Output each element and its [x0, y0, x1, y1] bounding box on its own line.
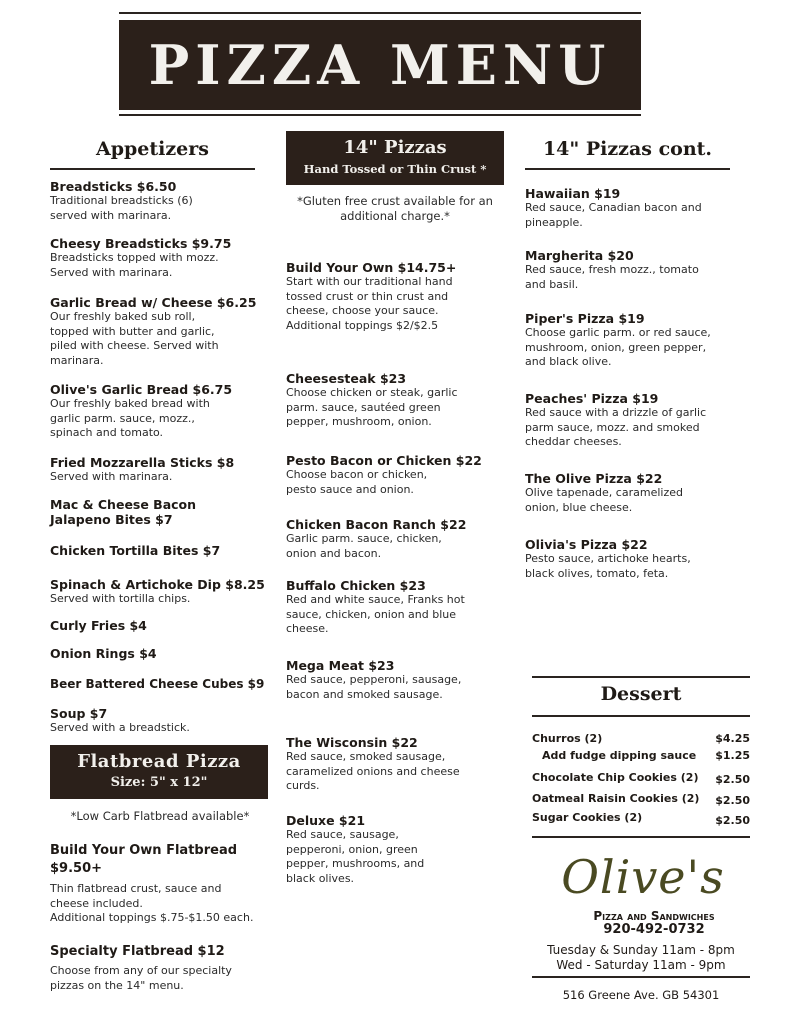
flatbread-header-box — [50, 745, 268, 799]
address: 516 Greene Ave. GB 54301 — [562, 988, 720, 1002]
item-name: Soup $7 — [50, 706, 108, 721]
dessert-end-rule — [532, 836, 750, 838]
item-name: Cheesy Breadsticks $9.75 — [50, 236, 232, 251]
pizzas-subheading: Hand Tossed or Thin Crust * — [303, 162, 487, 176]
item-name: Mega Meat $23 — [286, 658, 395, 673]
item-desc: Choose chicken or steak, garlic parm. sauce, sautéed green pepper, mushroom, onion. — [286, 386, 458, 428]
item-desc: Start with our traditional hand tossed crust or thin crust and cheese, choose your sauce. Additional toppings $2/$2.5 — [286, 275, 453, 332]
appetizer-item — [50, 179, 288, 223]
pizzas-header-box — [286, 131, 504, 185]
appetizer-item — [50, 382, 288, 441]
dessert-top-rule — [532, 676, 750, 678]
footer-rule — [532, 976, 750, 978]
dessert-item-price: $2.50 — [715, 773, 750, 786]
item-desc: Traditional breadsticks (6) served with marinara. — [50, 194, 193, 222]
pizza-item — [525, 186, 725, 230]
item-desc: Our freshly baked sub roll, topped with butter and garlic, piled with cheese. Served with marinara. — [50, 310, 219, 367]
item-desc: Served with tortilla chips. — [50, 592, 191, 605]
item-name: Buffalo Chicken $23 — [286, 578, 426, 593]
appetizer-item — [50, 236, 288, 280]
dessert-item-price: $2.50 — [715, 814, 750, 827]
item-name: Olivia's Pizza $22 — [525, 537, 648, 552]
item-name: Onion Rings $4 — [50, 646, 157, 661]
pizza-item — [286, 578, 486, 637]
appetizers-rule — [50, 168, 255, 170]
pizza-item — [286, 371, 486, 430]
item-desc: Served with a breadstick. — [50, 721, 190, 734]
pizza-item — [525, 248, 725, 292]
page-title: PIZZA MENU — [148, 33, 612, 97]
item-name: Breadsticks $6.50 — [50, 179, 177, 194]
pizza-item — [286, 517, 506, 561]
pizzas-cont-rule — [525, 168, 730, 170]
item-name: Fried Mozzarella Sticks $8 — [50, 455, 235, 470]
item-desc: Choose from any of our specialty pizzas on the 14" menu. — [50, 964, 232, 992]
item-name: Margherita $20 — [525, 248, 634, 263]
dessert-item-price: $2.50 — [715, 794, 750, 807]
item-desc: Our freshly baked bread with garlic parm. sauce, mozz., spinach and tomato. — [50, 397, 210, 439]
item-desc: Thin flatbread crust, sauce and cheese included. — [50, 882, 222, 910]
appetizers-heading: Appetizers — [96, 138, 209, 160]
pizza-item — [525, 391, 725, 450]
item-desc: Red sauce, sausage, pepperoni, onion, green pepper, mushrooms, and black olives. — [286, 828, 425, 885]
appetizer-item — [50, 577, 288, 607]
appetizer-item — [50, 646, 288, 661]
appetizer-item — [50, 497, 220, 527]
item-name: Olive's Garlic Bread $6.75 — [50, 382, 233, 397]
item-name: Curly Fries $4 — [50, 618, 147, 633]
pizzas-cont-heading: 14" Pizzas cont. — [542, 138, 713, 160]
pizza-item — [286, 658, 486, 702]
item-price: $9.50+ — [50, 861, 103, 876]
item-desc: Red sauce, Canadian bacon and pineapple. — [525, 201, 702, 229]
dessert-item-price: $1.25 — [715, 749, 750, 762]
item-desc-extra: Additional toppings $.75-$1.50 each. — [50, 911, 254, 924]
item-desc: Choose garlic parm. or red sauce, mushroom, onion, green pepper, and black olive. — [525, 326, 711, 368]
item-name: Cheesesteak $23 — [286, 371, 407, 386]
item-desc: Olive tapenade, caramelized onion, blue cheese. — [525, 486, 683, 514]
appetizer-item — [50, 295, 288, 368]
item-name: Build Your Own $14.75+ — [286, 260, 457, 275]
dessert-item-name: Add fudge dipping sauce — [542, 749, 697, 762]
item-name: Peaches' Pizza $19 — [525, 391, 659, 406]
flatbread-item — [50, 842, 282, 926]
item-name: Specialty Flatbread $12 — [50, 944, 225, 959]
pizza-item — [286, 813, 486, 886]
dessert-bottom-rule — [532, 715, 750, 717]
item-name: Chicken Tortilla Bites $7 — [50, 543, 221, 558]
appetizer-item — [50, 455, 288, 485]
appetizer-item — [50, 618, 288, 633]
flatbread-note: *Low Carb Flatbread available* — [70, 809, 250, 823]
flatbread-size: Size: 5" x 12" — [110, 775, 208, 790]
header-banner — [119, 20, 641, 110]
item-desc: Red sauce with a drizzle of garlic parm sauce, mozz. and smoked cheddar cheeses. — [525, 406, 707, 448]
item-name: Pesto Bacon or Chicken $22 — [286, 453, 482, 468]
item-name: Build Your Own Flatbread — [50, 843, 238, 858]
item-name: The Olive Pizza $22 — [525, 471, 663, 486]
appetizer-item — [50, 543, 288, 558]
item-desc: Red sauce, fresh mozz., tomato and basil. — [525, 263, 699, 291]
dessert-heading: Dessert — [600, 683, 682, 705]
pizza-item — [286, 260, 476, 333]
item-desc: Choose bacon or chicken, pesto sauce and onion. — [286, 468, 428, 496]
olives-logo: Olive's — [561, 850, 725, 904]
item-desc: Red sauce, smoked sausage, caramelized onions and cheese curds. — [286, 750, 460, 792]
item-desc: Red and white sauce, Franks hot sauce, chicken, onion and blue cheese. — [286, 593, 465, 635]
item-desc: Red sauce, pepperoni, sausage, bacon and smoked sausage. — [286, 673, 462, 701]
dessert-item-name: Churros (2) — [532, 732, 603, 745]
item-desc: Pesto sauce, artichoke hearts, black olives, tomato, feta. — [525, 552, 691, 580]
appetizer-item — [50, 677, 288, 692]
item-name: Hawaiian $19 — [525, 186, 621, 201]
item-name: Beer Battered Cheese Cubes $9 — [50, 677, 265, 691]
pizzas-heading: 14" Pizzas — [343, 137, 447, 158]
dessert-item-name: Oatmeal Raisin Cookies (2) — [532, 792, 700, 805]
header-top-rule — [119, 12, 641, 14]
gluten-free-note: *Gluten free crust available for an additional charge.* — [297, 194, 493, 223]
pizza-item — [525, 311, 725, 370]
item-name: Mac & Cheese Bacon Jalapeno Bites $7 — [50, 497, 197, 527]
item-name: Deluxe $21 — [286, 813, 366, 828]
dessert-item-name: Sugar Cookies (2) — [532, 811, 643, 824]
pizza-item — [286, 735, 486, 794]
phone-number: 920-492-0732 — [603, 922, 705, 937]
hours-line-1: Tuesday & Sunday 11am - 8pm — [547, 943, 735, 957]
item-desc: Breadsticks topped with mozz. Served with marinara. — [50, 251, 219, 279]
dessert-item-name: Chocolate Chip Cookies (2) — [532, 771, 699, 784]
header-bottom-rule — [119, 114, 641, 116]
pizza-item — [525, 537, 725, 581]
appetizer-item — [50, 706, 288, 736]
logo-tagline: Pizza and Sandwiches — [593, 909, 715, 923]
dessert-item-price: $4.25 — [715, 732, 750, 745]
item-name: Piper's Pizza $19 — [525, 311, 645, 326]
item-name: The Wisconsin $22 — [286, 735, 418, 750]
item-name: Chicken Bacon Ranch $22 — [286, 517, 467, 532]
hours-line-2: Wed - Saturday 11am - 9pm — [556, 958, 726, 972]
item-desc: Served with marinara. — [50, 470, 173, 483]
item-name: Spinach & Artichoke Dip $8.25 — [50, 577, 265, 592]
pizza-item — [525, 471, 725, 515]
flatbread-heading: Flatbread Pizza — [77, 751, 241, 772]
item-desc: Garlic parm. sauce, chicken, onion and bacon. — [286, 532, 442, 560]
item-name: Garlic Bread w/ Cheese $6.25 — [50, 295, 257, 310]
pizza-item — [286, 453, 506, 497]
flatbread-item — [50, 944, 265, 993]
